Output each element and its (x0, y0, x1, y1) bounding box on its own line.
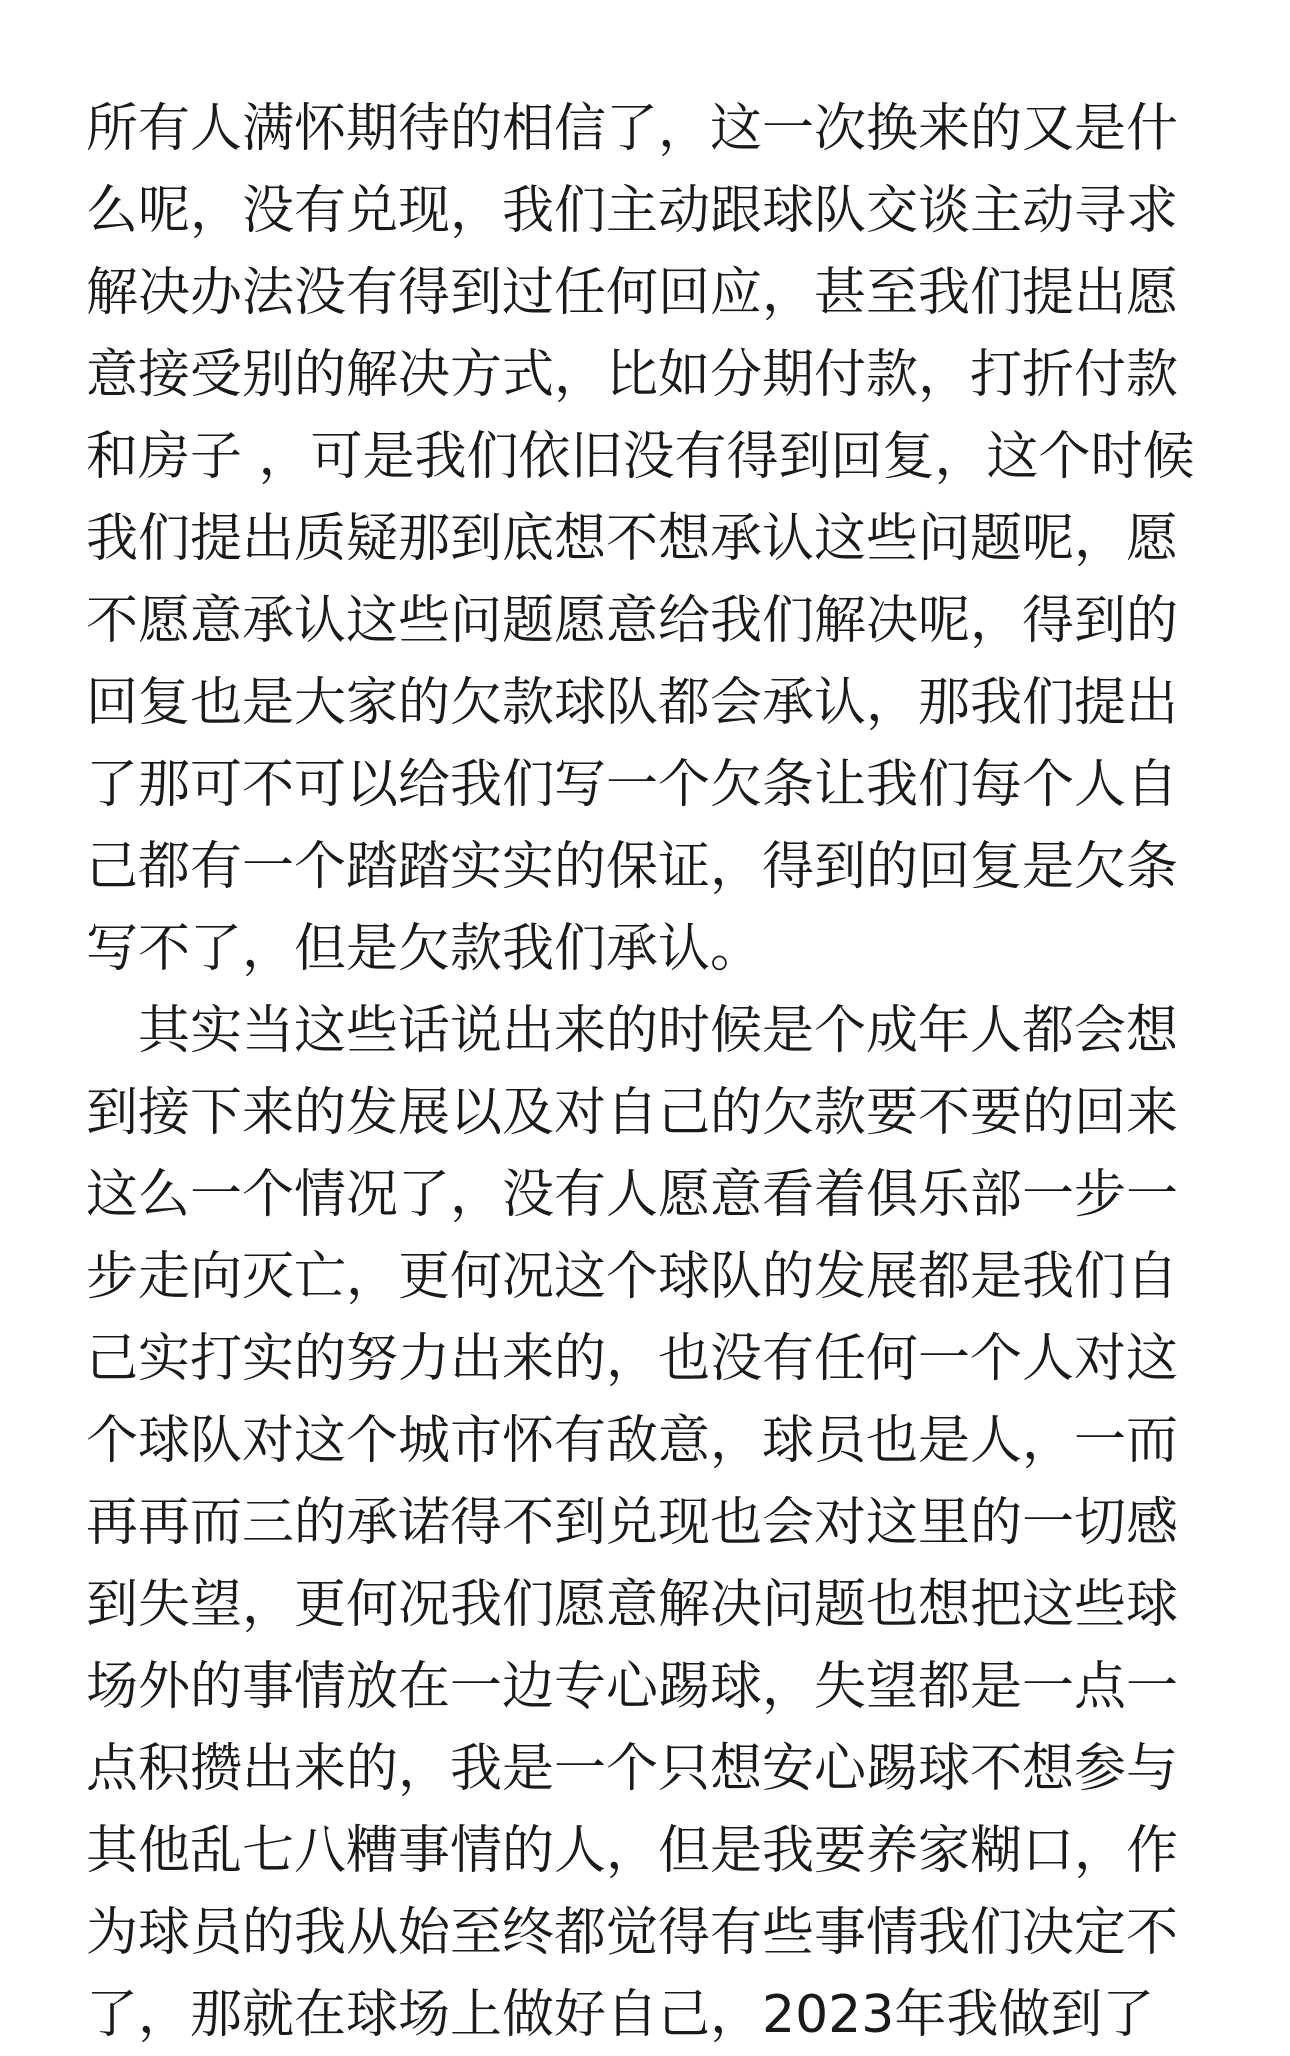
text-line: 个球队对这个城市怀有敌意，球员也是人，一而 (86, 1411, 1179, 1471)
text-line: 点积攒出来的，我是一个只想安心踢球不想参与 (86, 1739, 1179, 1799)
text-line: 己都有一个踏踏实实的保证，得到的回复是欠条 (86, 837, 1179, 897)
text-line: 到接下来的发展以及对自己的欠款要不要的回来 (86, 1083, 1179, 1143)
text-line: 为球员的我从始至终都觉得有些事情我们决定不 (86, 1903, 1179, 1963)
text-line: 再再而三的承诺得不到兑现也会对这里的一切感 (86, 1493, 1179, 1553)
text-line: 我们提出质疑那到底想不想承认这些问题呢，愿 (86, 509, 1179, 569)
text-line: 么呢，没有兑现，我们主动跟球队交谈主动寻求 (86, 181, 1179, 241)
text-line: 其实当这些话说出来的时候是个成年人都会想 (86, 1001, 1179, 1061)
text-line: 己实打实的努力出来的，也没有任何一个人对这 (86, 1329, 1179, 1389)
paragraph-1 (86, 88, 1195, 990)
text-line: 这么一个情况了，没有人愿意看着俱乐部一步一 (86, 1165, 1179, 1225)
text-line: 和房子 ，可是我们依旧没有得到回复，这个时候 (86, 427, 1195, 487)
text-line: 不愿意承认这些问题愿意给我们解决呢，得到的 (86, 591, 1179, 651)
text-line: 回复也是大家的欠款球队都会承认，那我们提出 (86, 673, 1179, 733)
text-line: 写不了，但是欠款我们承认。 (86, 919, 763, 979)
text-line: 了，那就在球场上做好自己，2023年我做到了 (86, 1985, 1155, 2045)
text-line: 了那可不可以给我们写一个欠条让我们每个人自 (86, 755, 1179, 815)
text-line: 到失望，更何况我们愿意解决问题也想把这些球 (86, 1575, 1179, 1635)
text-line: 解决办法没有得到过任何回应，甚至我们提出愿 (86, 263, 1179, 323)
paragraph-2 (86, 990, 1179, 2056)
text-line: 步走向灭亡，更何况这个球队的发展都是我们自 (86, 1247, 1179, 1307)
article-body (86, 88, 1195, 2056)
text-line: 场外的事情放在一边专心踢球，失望都是一点一 (86, 1657, 1179, 1717)
text-line: 所有人满怀期待的相信了，这一次换来的又是什 (86, 99, 1179, 159)
text-line: 意接受别的解决方式，比如分期付款，打折付款 (86, 345, 1179, 405)
text-line: 其他乱七八糟事情的人，但是我要养家糊口，作 (86, 1821, 1179, 1881)
